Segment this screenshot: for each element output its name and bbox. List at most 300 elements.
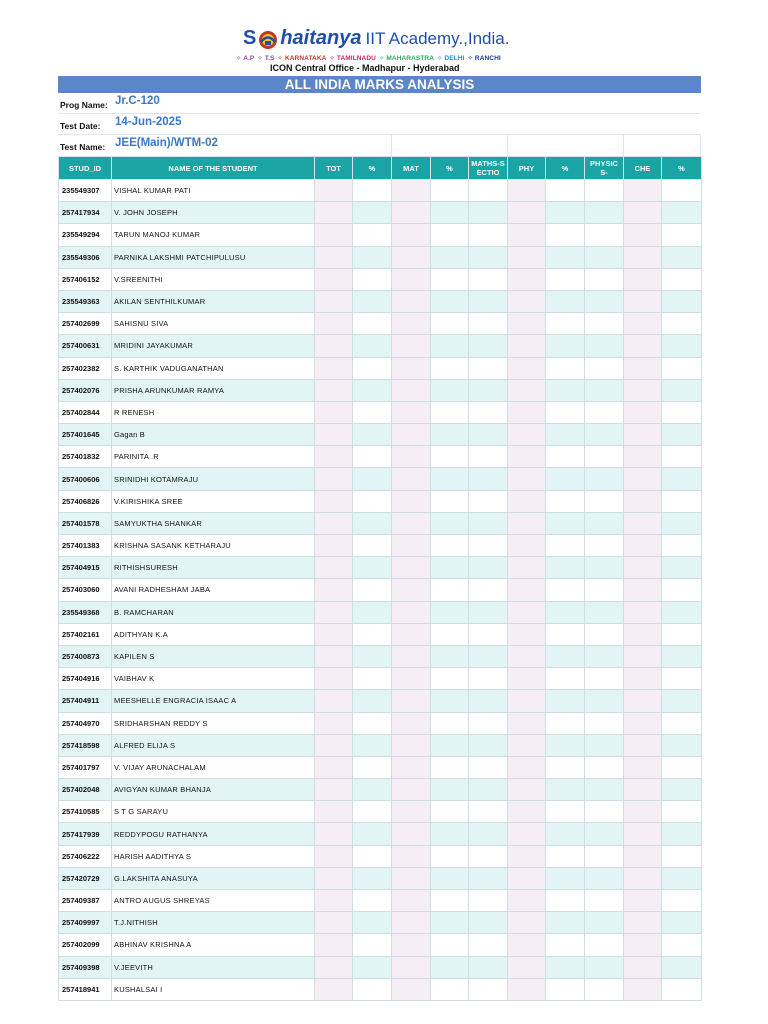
mark-cell (662, 823, 702, 845)
mark-cell (585, 446, 624, 468)
mark-cell (662, 601, 702, 623)
mark-cell (392, 823, 431, 845)
col-header-mat[interactable]: MAT (392, 157, 431, 180)
mark-cell (546, 379, 585, 401)
mark-cell (508, 934, 546, 956)
mark-cell (508, 690, 546, 712)
brand-logo (243, 27, 509, 50)
mark-cell (585, 801, 624, 823)
mark-cell (585, 468, 624, 490)
mark-cell (353, 401, 392, 423)
test-name-row (58, 135, 701, 156)
mark-cell (353, 668, 392, 690)
mark-cell (662, 268, 702, 290)
mark-cell (431, 845, 469, 867)
mark-cell (508, 779, 546, 801)
stud-id-cell: 257404915 (59, 557, 112, 579)
mark-cell (508, 180, 546, 202)
mark-cell (585, 557, 624, 579)
mark-cell (392, 845, 431, 867)
mark-cell (315, 623, 353, 645)
mark-cell (546, 978, 585, 1000)
mark-cell (315, 224, 353, 246)
mark-cell (585, 535, 624, 557)
student-name-cell: MEESHELLE ENGRACIA ISAAC A (112, 690, 315, 712)
table-row (59, 180, 702, 202)
table-row (59, 645, 702, 667)
mark-cell (546, 601, 585, 623)
mark-cell (469, 690, 508, 712)
mark-cell (508, 645, 546, 667)
mark-cell (624, 357, 662, 379)
student-name-cell: REDDYPOGU RATHANYA (112, 823, 315, 845)
mark-cell (546, 867, 585, 889)
mark-cell (469, 535, 508, 557)
mark-cell (546, 246, 585, 268)
mark-cell (431, 890, 469, 912)
bullet-icon: ✧ (277, 55, 285, 62)
student-name-cell: ALFRED ELIJA S (112, 734, 315, 756)
stud-id-cell: 257420729 (59, 867, 112, 889)
col-header-che[interactable]: CHE (624, 157, 662, 180)
mark-cell (469, 202, 508, 224)
student-name-cell: KRISHNA SASANK KETHARAJU (112, 535, 315, 557)
mark-cell (315, 490, 353, 512)
mark-cell (546, 934, 585, 956)
mark-cell (431, 180, 469, 202)
mark-cell (508, 579, 546, 601)
mark-cell (431, 645, 469, 667)
col-header-mat-pct[interactable]: % (431, 157, 469, 180)
mark-cell (662, 890, 702, 912)
mark-cell (624, 579, 662, 601)
mark-cell (624, 890, 662, 912)
mark-cell (508, 224, 546, 246)
mark-cell (353, 756, 392, 778)
mark-cell (469, 401, 508, 423)
mark-cell (546, 956, 585, 978)
mark-cell (431, 335, 469, 357)
mark-cell (469, 890, 508, 912)
state-label: KARNATAKA (284, 55, 327, 62)
mark-cell (508, 734, 546, 756)
mark-cell (662, 468, 702, 490)
mark-cell (431, 978, 469, 1000)
mark-cell (469, 867, 508, 889)
stud-id-cell: 257401832 (59, 446, 112, 468)
col-header-phy[interactable]: PHY (508, 157, 546, 180)
mark-cell (353, 601, 392, 623)
student-name-cell: V.JEEVITH (112, 956, 315, 978)
mark-cell (469, 335, 508, 357)
mark-cell (431, 956, 469, 978)
mark-cell (624, 401, 662, 423)
student-name-cell: ANTRO AUGUS SHREYAS (112, 890, 315, 912)
mark-cell (585, 290, 624, 312)
mark-cell (315, 912, 353, 934)
mark-cell (315, 180, 353, 202)
mark-cell (469, 379, 508, 401)
mark-cell (353, 623, 392, 645)
mark-cell (315, 446, 353, 468)
mark-cell (353, 224, 392, 246)
mark-cell (392, 934, 431, 956)
mark-cell (353, 712, 392, 734)
mark-cell (624, 335, 662, 357)
mark-cell (508, 668, 546, 690)
table-row (59, 867, 702, 889)
table-row (59, 845, 702, 867)
table-row (59, 512, 702, 534)
mark-cell (508, 845, 546, 867)
stud-id-cell: 257406222 (59, 845, 112, 867)
table-row (59, 246, 702, 268)
mark-cell (315, 335, 353, 357)
state-list (236, 54, 536, 62)
mark-cell (508, 357, 546, 379)
stud-id-cell: 257402099 (59, 934, 112, 956)
mark-cell (315, 734, 353, 756)
mark-cell (624, 290, 662, 312)
mark-cell (662, 246, 702, 268)
mark-cell (546, 446, 585, 468)
student-name-cell: Gagan B (112, 424, 315, 446)
mark-cell (431, 268, 469, 290)
mark-cell (392, 579, 431, 601)
table-row (59, 668, 702, 690)
mark-cell (585, 934, 624, 956)
mark-cell (508, 956, 546, 978)
mark-cell (546, 401, 585, 423)
stud-id-cell: 257404970 (59, 712, 112, 734)
mark-cell (469, 645, 508, 667)
test-name-label: Test Name: (60, 142, 106, 152)
mark-cell (392, 734, 431, 756)
stud-id-cell: 235549368 (59, 601, 112, 623)
mark-cell (392, 779, 431, 801)
table-row (59, 712, 702, 734)
mark-cell (353, 890, 392, 912)
table-row (59, 290, 702, 312)
brand-prefix: S (243, 27, 257, 49)
col-header-phy-pct[interactable]: % (546, 157, 585, 180)
mark-cell (508, 623, 546, 645)
prog-name-value: Jr.C-120 (115, 95, 160, 107)
test-date-row (58, 114, 701, 135)
mark-cell (353, 490, 392, 512)
mark-cell (585, 313, 624, 335)
mark-cell (546, 468, 585, 490)
table-row (59, 978, 702, 1000)
mark-cell (546, 268, 585, 290)
stud-id-cell: 235549306 (59, 246, 112, 268)
mark-cell (624, 557, 662, 579)
mark-cell (315, 535, 353, 557)
table-row (59, 690, 702, 712)
mark-cell (662, 424, 702, 446)
mark-cell (585, 845, 624, 867)
mark-cell (546, 535, 585, 557)
mark-cell (469, 512, 508, 534)
test-date-value: 14-Jun-2025 (115, 116, 182, 128)
mark-cell (431, 690, 469, 712)
mark-cell (315, 934, 353, 956)
mark-cell (431, 867, 469, 889)
mark-cell (392, 224, 431, 246)
mark-cell (315, 290, 353, 312)
mark-cell (469, 313, 508, 335)
mark-cell (662, 557, 702, 579)
mark-cell (662, 712, 702, 734)
col-header-physics-section[interactable]: PHYSICS- (585, 157, 624, 180)
student-name-cell: MRIDINI JAYAKUMAR (112, 335, 315, 357)
bullet-icon: ✧ (257, 55, 265, 62)
mark-cell (585, 335, 624, 357)
stud-id-cell: 257418598 (59, 734, 112, 756)
mark-cell (392, 601, 431, 623)
mark-cell (315, 557, 353, 579)
mark-cell (624, 379, 662, 401)
stud-id-cell: 257402382 (59, 357, 112, 379)
student-name-cell: SRIDHARSHAN REDDY S (112, 712, 315, 734)
mark-cell (662, 645, 702, 667)
mark-cell (315, 424, 353, 446)
mark-cell (508, 801, 546, 823)
mark-cell (431, 535, 469, 557)
mark-cell (508, 712, 546, 734)
mark-cell (585, 512, 624, 534)
mark-cell (662, 668, 702, 690)
office-address: ICON Central Office - Madhapur - Hyderabad (270, 63, 460, 73)
mark-cell (624, 490, 662, 512)
report-title-banner: ALL INDIA MARKS ANALYSIS (58, 76, 701, 93)
table-row (59, 823, 702, 845)
mark-cell (469, 557, 508, 579)
mark-cell (315, 801, 353, 823)
mark-cell (662, 912, 702, 934)
mark-cell (431, 357, 469, 379)
col-header-tot[interactable]: TOT (315, 157, 353, 180)
mark-cell (546, 357, 585, 379)
mark-cell (546, 335, 585, 357)
mark-cell (662, 734, 702, 756)
mark-cell (431, 801, 469, 823)
mark-cell (469, 801, 508, 823)
mark-cell (315, 978, 353, 1000)
mark-cell (624, 180, 662, 202)
stud-id-cell: 257409997 (59, 912, 112, 934)
stud-id-cell: 257417934 (59, 202, 112, 224)
stud-id-cell: 257410585 (59, 801, 112, 823)
mark-cell (431, 202, 469, 224)
chaitanya-emblem-icon (257, 30, 279, 50)
mark-cell (546, 290, 585, 312)
mark-cell (662, 357, 702, 379)
mark-cell (353, 978, 392, 1000)
mark-cell (508, 557, 546, 579)
table-row (59, 424, 702, 446)
mark-cell (353, 535, 392, 557)
mark-cell (353, 823, 392, 845)
mark-cell (315, 379, 353, 401)
student-name-cell: B. RAMCHARAN (112, 601, 315, 623)
mark-cell (392, 712, 431, 734)
mark-cell (315, 668, 353, 690)
mark-cell (353, 180, 392, 202)
mark-cell (469, 290, 508, 312)
mark-cell (624, 268, 662, 290)
mark-cell (546, 823, 585, 845)
mark-cell (431, 579, 469, 601)
document-header (0, 0, 768, 76)
table-row (59, 335, 702, 357)
mark-cell (624, 424, 662, 446)
table-row (59, 224, 702, 246)
mark-cell (624, 978, 662, 1000)
table-row (59, 734, 702, 756)
mark-cell (431, 379, 469, 401)
table-row (59, 934, 702, 956)
brand-name: haitanya (280, 27, 362, 49)
student-name-cell: PARNIKA LAKSHMI PATCHIPULUSU (112, 246, 315, 268)
mark-cell (431, 779, 469, 801)
col-header-tot-pct[interactable]: % (353, 157, 392, 180)
mark-cell (624, 512, 662, 534)
stud-id-cell: 257402699 (59, 313, 112, 335)
mark-cell (662, 202, 702, 224)
mark-cell (353, 690, 392, 712)
stud-id-cell: 257400873 (59, 645, 112, 667)
mark-cell (469, 579, 508, 601)
col-header-student-name[interactable]: NAME OF THE STUDENT (112, 157, 315, 180)
student-name-cell: AKILAN SENTHILKUMAR (112, 290, 315, 312)
mark-cell (508, 601, 546, 623)
col-header-stud-id[interactable]: STUD_ID (59, 157, 112, 180)
stud-id-cell: 257402048 (59, 779, 112, 801)
mark-cell (624, 756, 662, 778)
mark-cell (392, 890, 431, 912)
table-row (59, 756, 702, 778)
mark-cell (662, 801, 702, 823)
mark-cell (469, 845, 508, 867)
mark-cell (353, 645, 392, 667)
mark-cell (585, 401, 624, 423)
bullet-icon: ✧ (437, 55, 445, 62)
mark-cell (508, 313, 546, 335)
state-item (329, 55, 376, 62)
mark-cell (392, 867, 431, 889)
brand-academy: IIT Academy.,India. (365, 28, 510, 48)
mark-cell (315, 779, 353, 801)
mark-cell (585, 202, 624, 224)
student-name-cell: VAIBHAV K (112, 668, 315, 690)
mark-cell (624, 246, 662, 268)
mark-cell (662, 779, 702, 801)
mark-cell (662, 956, 702, 978)
mark-cell (624, 956, 662, 978)
mark-cell (624, 535, 662, 557)
prog-name-row (58, 93, 701, 114)
mark-cell (585, 490, 624, 512)
mark-cell (431, 823, 469, 845)
mark-cell (585, 912, 624, 934)
mark-cell (392, 268, 431, 290)
mark-cell (469, 956, 508, 978)
mark-cell (392, 313, 431, 335)
stud-id-cell: 257409387 (59, 890, 112, 912)
mark-cell (353, 379, 392, 401)
mark-cell (624, 823, 662, 845)
mark-cell (662, 512, 702, 534)
state-label: T.S (264, 55, 275, 62)
mark-cell (392, 379, 431, 401)
mark-cell (546, 512, 585, 534)
mark-cell (508, 978, 546, 1000)
mark-cell (392, 490, 431, 512)
mark-cell (662, 180, 702, 202)
mark-cell (508, 335, 546, 357)
student-name-cell: V.SREENITHI (112, 268, 315, 290)
mark-cell (392, 623, 431, 645)
mark-cell (585, 890, 624, 912)
mark-cell (353, 335, 392, 357)
mark-cell (431, 401, 469, 423)
student-name-cell: SAHISNU SIVA (112, 313, 315, 335)
mark-cell (353, 424, 392, 446)
mark-cell (662, 845, 702, 867)
mark-cell (546, 557, 585, 579)
table-row (59, 379, 702, 401)
state-label: MAHARASTRA (386, 55, 434, 62)
mark-cell (315, 268, 353, 290)
mark-cell (546, 313, 585, 335)
mark-cell (315, 202, 353, 224)
mark-cell (624, 446, 662, 468)
col-header-maths-section[interactable]: MATHS-SECTIO (469, 157, 508, 180)
mark-cell (431, 756, 469, 778)
mark-cell (353, 912, 392, 934)
mark-cell (624, 468, 662, 490)
mark-cell (392, 290, 431, 312)
mark-cell (585, 601, 624, 623)
stud-id-cell: 235549307 (59, 180, 112, 202)
mark-cell (624, 779, 662, 801)
bullet-icon: ✧ (329, 55, 337, 62)
mark-cell (662, 756, 702, 778)
table-row (59, 357, 702, 379)
mark-cell (353, 934, 392, 956)
col-header-che-pct[interactable]: % (662, 157, 702, 180)
mark-cell (662, 313, 702, 335)
mark-cell (469, 934, 508, 956)
mark-cell (315, 690, 353, 712)
state-item (379, 55, 434, 62)
mark-cell (315, 579, 353, 601)
mark-cell (353, 268, 392, 290)
mark-cell (546, 801, 585, 823)
mark-cell (546, 645, 585, 667)
stud-id-cell: 257406152 (59, 268, 112, 290)
mark-cell (508, 446, 546, 468)
mark-cell (508, 290, 546, 312)
mark-cell (469, 668, 508, 690)
table-row (59, 202, 702, 224)
student-name-cell: G.LAKSHITA ANASUYA (112, 867, 315, 889)
mark-cell (392, 956, 431, 978)
mark-cell (624, 601, 662, 623)
mark-cell (624, 202, 662, 224)
mark-cell (392, 246, 431, 268)
